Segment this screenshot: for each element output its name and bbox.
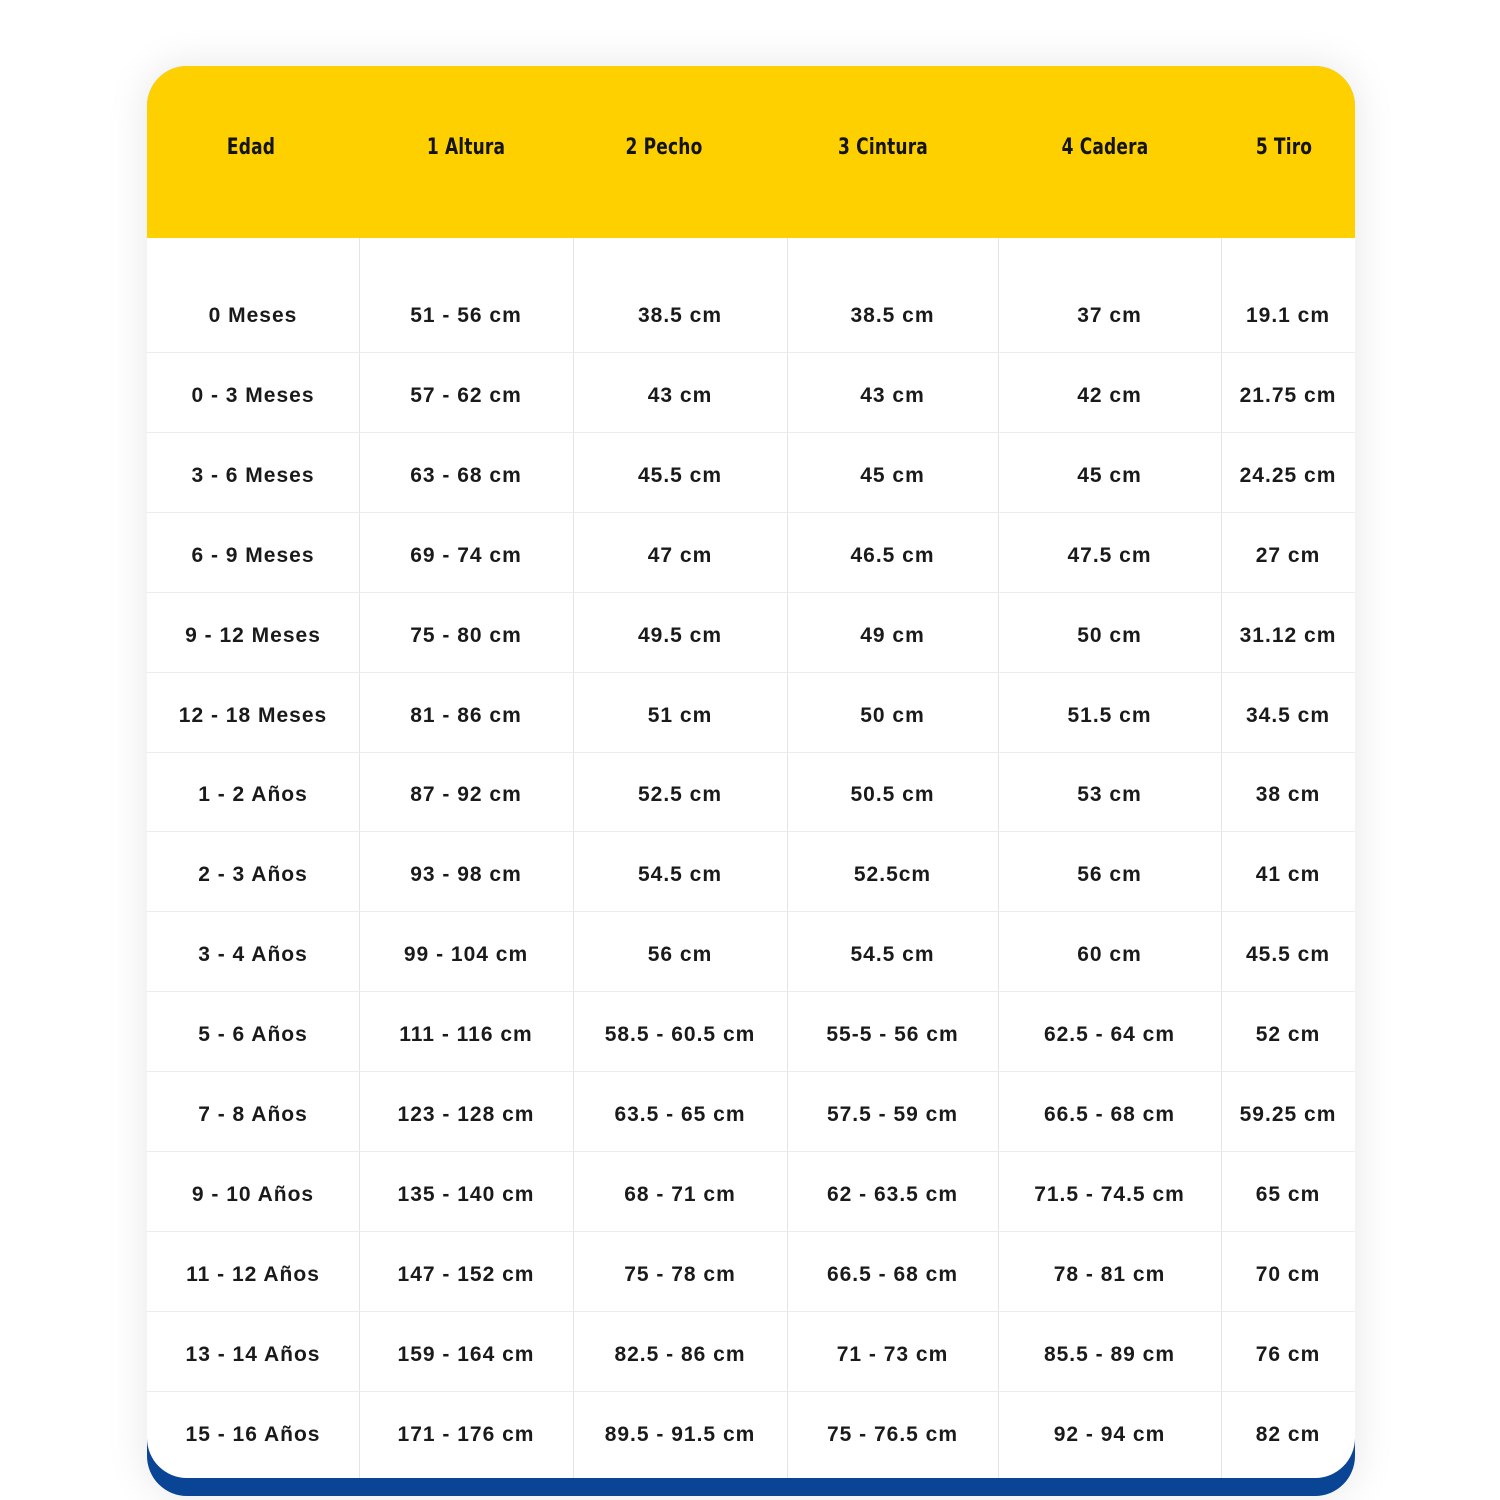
measure-cell: 78 - 81 cm xyxy=(1053,1263,1166,1286)
measure-cell: 71 - 73 cm xyxy=(836,1343,949,1366)
measure-cell: 85.5 - 89 cm xyxy=(1043,1343,1176,1366)
measure-cell: 56 cm xyxy=(1077,863,1142,886)
measure-cell: 53 cm xyxy=(1077,783,1142,806)
measure-cell: 99 - 104 cm xyxy=(403,943,529,966)
age-cell: 7 - 8 Años xyxy=(198,1103,308,1126)
measure-cell: 27 cm xyxy=(1255,544,1321,567)
measure-cell: 51 cm xyxy=(647,704,713,727)
measure-cell: 82 cm xyxy=(1255,1423,1321,1446)
age-cell: 9 - 10 Años xyxy=(191,1183,315,1206)
measure-cell: 50 cm xyxy=(860,704,925,727)
column-header: 5 Tiro xyxy=(1255,134,1313,160)
row-divider xyxy=(147,1311,1355,1312)
row-divider xyxy=(147,512,1355,513)
measure-cell: 45.5 cm xyxy=(1245,943,1331,966)
measure-cell: 75 - 80 cm xyxy=(410,624,522,647)
measure-cell: 49 cm xyxy=(860,624,925,647)
measure-cell: 51 - 56 cm xyxy=(410,304,522,327)
row-divider xyxy=(147,1151,1355,1152)
row-divider xyxy=(147,1391,1355,1392)
measure-cell: 66.5 - 68 cm xyxy=(1043,1103,1176,1126)
measure-cell: 89.5 - 91.5 cm xyxy=(604,1423,756,1446)
measure-cell: 111 - 116 cm xyxy=(399,1023,533,1046)
measure-cell: 87 - 92 cm xyxy=(410,783,522,806)
age-cell: 9 - 12 Meses xyxy=(185,624,321,647)
measure-cell: 38.5 cm xyxy=(850,304,935,327)
measure-cell: 63 - 68 cm xyxy=(410,464,522,487)
measure-cell: 66.5 - 68 cm xyxy=(826,1263,959,1286)
measure-cell: 45.5 cm xyxy=(637,464,723,487)
age-cell: 11 - 12 Años xyxy=(186,1263,320,1286)
column-header: Edad xyxy=(226,134,276,160)
measure-cell: 75 - 78 cm xyxy=(624,1263,736,1286)
measure-cell: 21.75 cm xyxy=(1239,384,1337,407)
age-cell: 3 - 4 Años xyxy=(198,943,308,966)
measure-cell: 19.1 cm xyxy=(1245,304,1331,327)
age-cell: 12 - 18 Meses xyxy=(178,704,328,727)
measure-cell: 54.5 cm xyxy=(850,943,935,966)
measure-cell: 59.25 cm xyxy=(1239,1103,1337,1126)
measure-cell: 31.12 cm xyxy=(1239,624,1337,647)
measure-cell: 55-5 - 56 cm xyxy=(826,1023,959,1046)
measure-cell: 92 - 94 cm xyxy=(1053,1423,1166,1446)
measure-cell: 52.5cm xyxy=(853,863,932,886)
measure-cell: 45 cm xyxy=(860,464,925,487)
measure-cell: 75 - 76.5 cm xyxy=(826,1423,959,1446)
row-divider xyxy=(147,592,1355,593)
measure-cell: 38 cm xyxy=(1255,783,1321,806)
measure-cell: 45 cm xyxy=(1077,464,1142,487)
measure-cell: 70 cm xyxy=(1255,1263,1321,1286)
measure-cell: 123 - 128 cm xyxy=(397,1103,535,1126)
row-divider xyxy=(147,432,1355,433)
row-divider xyxy=(147,991,1355,992)
measure-cell: 71.5 - 74.5 cm xyxy=(1034,1183,1185,1206)
measure-cell: 58.5 - 60.5 cm xyxy=(604,1023,756,1046)
measure-cell: 47.5 cm xyxy=(1067,544,1152,567)
size-chart-table xyxy=(147,66,1355,1478)
measure-cell: 135 - 140 cm xyxy=(397,1183,535,1206)
row-divider xyxy=(147,1071,1355,1072)
row-divider xyxy=(147,752,1355,753)
measure-cell: 159 - 164 cm xyxy=(397,1343,535,1366)
row-divider xyxy=(147,1231,1355,1232)
measure-cell: 54.5 cm xyxy=(637,863,723,886)
row-divider xyxy=(147,352,1355,353)
measure-cell: 34.5 cm xyxy=(1245,704,1331,727)
measure-cell: 63.5 - 65 cm xyxy=(614,1103,746,1126)
measure-cell: 46.5 cm xyxy=(850,544,935,567)
measure-cell: 62.5 - 64 cm xyxy=(1043,1023,1176,1046)
age-cell: 3 - 6 Meses xyxy=(191,464,315,487)
measure-cell: 49.5 cm xyxy=(637,624,723,647)
age-cell: 5 - 6 Años xyxy=(198,1023,308,1046)
age-cell: 0 - 3 Meses xyxy=(191,384,315,407)
measure-cell: 37 cm xyxy=(1077,304,1142,327)
age-cell: 15 - 16 Años xyxy=(185,1423,321,1446)
measure-cell: 38.5 cm xyxy=(637,304,723,327)
column-header: 1 Altura xyxy=(426,134,506,160)
measure-cell: 68 - 71 cm xyxy=(624,1183,736,1206)
measure-cell: 43 cm xyxy=(860,384,925,407)
age-cell: 0 Meses xyxy=(208,304,298,327)
size-chart-card xyxy=(147,66,1355,1496)
row-divider xyxy=(147,831,1355,832)
age-cell: 1 - 2 Años xyxy=(198,783,308,806)
measure-cell: 50 cm xyxy=(1077,624,1142,647)
measure-cell: 60 cm xyxy=(1077,943,1142,966)
measure-cell: 93 - 98 cm xyxy=(410,863,522,886)
age-cell: 2 - 3 Años xyxy=(198,863,308,886)
row-divider xyxy=(147,911,1355,912)
row-divider xyxy=(147,672,1355,673)
measure-cell: 57.5 - 59 cm xyxy=(826,1103,959,1126)
measure-cell: 51.5 cm xyxy=(1067,704,1152,727)
measure-cell: 65 cm xyxy=(1255,1183,1321,1206)
measure-cell: 47 cm xyxy=(647,544,713,567)
measure-cell: 50.5 cm xyxy=(850,783,935,806)
age-cell: 13 - 14 Años xyxy=(185,1343,321,1366)
table-header xyxy=(147,66,1355,238)
measure-cell: 24.25 cm xyxy=(1239,464,1337,487)
column-header: 3 Cintura xyxy=(838,134,928,160)
measure-cell: 76 cm xyxy=(1255,1343,1321,1366)
age-cell: 6 - 9 Meses xyxy=(191,544,315,567)
measure-cell: 171 - 176 cm xyxy=(397,1423,535,1446)
measure-cell: 82.5 - 86 cm xyxy=(614,1343,746,1366)
measure-cell: 52.5 cm xyxy=(637,783,723,806)
column-header: 4 Cadera xyxy=(1061,134,1149,160)
measure-cell: 62 - 63.5 cm xyxy=(826,1183,959,1206)
measure-cell: 41 cm xyxy=(1255,863,1321,886)
measure-cell: 69 - 74 cm xyxy=(410,544,522,567)
measure-cell: 43 cm xyxy=(647,384,713,407)
measure-cell: 147 - 152 cm xyxy=(397,1263,535,1286)
measure-cell: 42 cm xyxy=(1077,384,1142,407)
measure-cell: 52 cm xyxy=(1255,1023,1321,1046)
measure-cell: 56 cm xyxy=(647,943,713,966)
measure-cell: 57 - 62 cm xyxy=(410,384,522,407)
measure-cell: 81 - 86 cm xyxy=(410,704,522,727)
column-header: 2 Pecho xyxy=(625,134,703,160)
